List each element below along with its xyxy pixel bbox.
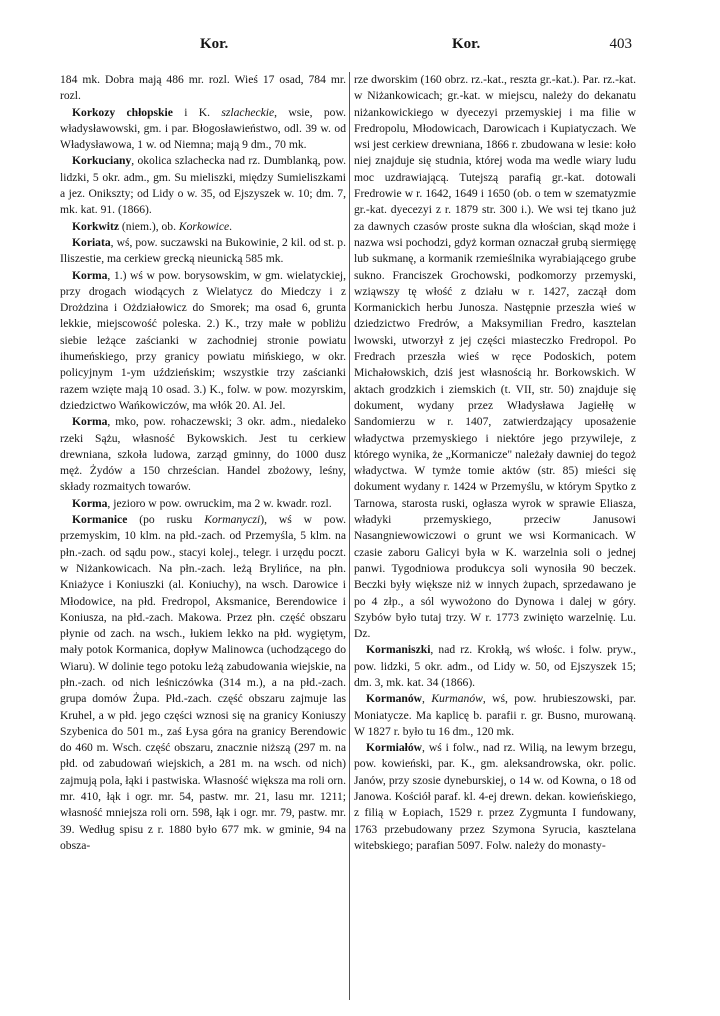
entry-body: . xyxy=(229,219,233,233)
dictionary-entry xyxy=(60,512,346,854)
right-continuation-text: rze dworskim (160 obrz. rz.-kat., reszta gr.-kat.). Par. rz.-kat. w Niżankowicach; gr.-kat. w miejscu, należy do dekanatu niżankowickiego w dyecezyi przemyskiej i ma filie w Fredropolu, Młodowicach, Darowicach i Kupiatyczach. We wsi jest cerkiew drewniana, 1866 r. zbudowana w lesie: koło niej znajduje się studnia, której woda ma wedle wiary ludu moc uzdrawiającą. Tutejszą parafią gr.-kat. dotowali Fredrowie w r. 1642, 1649 i 1650 (ob. o tem w szematyzmie gr.-kat. dyecezyi z r. 1879 str. 300 i.). We wsi tej tkano już za dawnych czasów proste sukna dla włościan, skąd może i nazwa wsi pochodzi, gdyż korman oznaczał grubą siermięgę lub sukmanę, a kormanik rzemieślnika wyrabiającego grube sukno. Franciszek Grochowski, podkomorzy przemyski, wziąwszy tę włość z działu w r. 1427, zaczął dom Kormanickich herbu Junosza. Następnie przeszła wieś w dziedzictwo Fredrów, a Maksymilian Fredro, kasztelan lwowski, utworzył z jej części miasteczko Fredropol. Po Fredrach przeszła wieś w ręce Podoskich, potem Michałowskich, dziś jest własnością hr. Borkowskich. W aktach grodzkich i ziemskich (t. VII, str. 50) znajduje się dokument, wydany przez Władysława Jagiełłę w Sandomierzu w r. 1407, zatwierdzający uposażenie władyctwa przemyskiego i niektóre jego przywileje, z którego wynika, że „Kormanicze" należały dawniej do tegoż władyctwa. W tymże tomie aktów (str. 85) mieści się dokument wydany r. 1424 w Przemyślu, w którym Spytko z Tarnowa, starosta ruski, ogłasza wyrok w sprawie Eliasza, władyki przemyskiego, przeciw Janusowi Nasangniewowiczowi o grunt we wsi Kormanicach. W czasie zaboru Galicyi była w K. warzelnia soli o jednej panwi. Tygodniowa produkcya soli wynosiła 90 beczek. Beczki były większe niż w innych żupach, sprzedawano je po 4 złp., a sól wywożono do Dynowa i dalej w góry. Szybów było tutaj trzy. W r. 1773 zwinięto warzelnię. Lu. Dz. xyxy=(354,73,636,641)
entry-headword: Korkwitz xyxy=(72,219,120,233)
header-left-guide-word: Kor. xyxy=(200,36,229,52)
entry-headword: Kormanów xyxy=(366,692,423,706)
page-header xyxy=(60,36,632,60)
entry-italic-term: Korkowice xyxy=(178,219,230,233)
entry-body: ), wś w pow. przemyskim, 10 klm. na płd.-zach. od Przemyśla, 5 klm. na płn.-zach. od sądu pow., stacyi kolej., telegr. i urzędu poczt. w Niżankowicach. Na płn.-zach. leżą Brylińce, na płn. Kniażyce i Koniuszki (al. Koniuchy), na wsch. Darowice i Młodowice, na płd. Fredropol, Aksmanice, Berendowice i Koniusza, na płd.-zach. Makowa. Przez płn. część obszaru płynie od zach. na wsch., łukiem lekko na płd. wygiętym, mały potok Kormanica, dopływ Malinowca (uchodzącego do Wiaru). W dolinie tego potoku leżą zabudowania wiejskie, na płn.-zach. od nich leśniczówka (314 m.), a na płd.-zach. grupa domów Żupa. Płd.-zach. część obszaru zajmuje las Kruhel, a w płd. jego części wznosi się na granicy Koniuszy Szybenica do 501 m., zaś Łysa góra na granicy Berendowic do 460 m. Wsch. część obszaru, znacznie niższą (297 m. na płd. od zabudowań wiejskich, a 281 m. na wsch. od nich) zajmują pola, łąki i pastwiska. Własność większa ma roli orn. mr. 410, łąk i ogr. mr. 54, pastw. mr. 21, lasu mr. 1211; własność mniejsza roli orn. 598, łąk i ogr. mr. 79, pastw. mr. 39. Według spisu z r. 1880 było 677 mk. w gminie, 94 na obsza- xyxy=(60,513,346,852)
dictionary-entry xyxy=(60,496,346,512)
entry-italic-term: szlacheckie xyxy=(221,105,275,119)
entry-qualifier: , xyxy=(422,692,432,706)
entry-headword: Koriata xyxy=(72,235,111,249)
page-number: 403 xyxy=(609,36,632,52)
header-right-guide-word: Kor. xyxy=(452,36,481,52)
right-entries xyxy=(354,642,636,854)
left-column xyxy=(60,72,346,1000)
entry-headword: Korkozy chłopskie xyxy=(72,105,173,119)
entry-italic-term: Kurmanów xyxy=(431,692,483,706)
dictionary-entry xyxy=(354,740,636,854)
entry-body: , wsie, pow. władysławowski, gm. i par. Błogosławieństwo, odl. 39 w. od Władysławowa, 1 w. od Niemna; mają 9 dm., 70 mk. xyxy=(60,105,346,152)
entry-headword: Kormiałów xyxy=(366,741,423,755)
entry-body: , okolica szlachecka nad rz. Dumblanką, pow. lidzki, 5 okr. adm., gm. Su mieliszki, między Sumieliszkami a jez. Onikszty; od Lidy o w. 35, od Ejszyszek w. 10; dm. 7, mk. kat. 91. (1866). xyxy=(60,154,346,217)
entry-qualifier: (po rusku xyxy=(127,513,205,527)
column-divider xyxy=(349,72,350,1000)
left-continuation-text: 184 mk. Dobra mają 486 mr. rozl. Wieś 17 osad, 784 mr. rozl. xyxy=(60,73,346,103)
entry-body: , 1.) wś w pow. borysowskim, w gm. wielatyckiej, przy drogach wiodących z Wielatycz do Miedczy i z Drożdzina i Ożdziałowicz do Smorek; ma osad 6, grunta lekkie, miejscowość poleska. 2.) K., trzy małe w pobliżu siebie leżące zaścianki w zachodniej stronie powiatu ihumeńskiego, przy granicy powiatu mińskiego, w okr. policyjnym 1-ym uździeńskim; wszystkie trzy zaścianki razem wzięte mają 10 osad. 3.) K., folw. w pow. mozyrskim, dziedzictwo Wańkowiczów, ma włók 20. Al. Jel. xyxy=(60,268,346,412)
entry-headword: Korma xyxy=(72,415,108,429)
entry-body: , wś, pow. hrubieszowski, par. Moniatycze. Ma kaplicę b. parafii r. gr. Busno, murowaną. W 1827 r. było tu 16 dm., 120 mk. xyxy=(354,692,636,738)
dictionary-entry xyxy=(60,153,346,218)
entry-headword: Korkuciany xyxy=(72,154,132,168)
entry-qualifier: (niem.), ob. xyxy=(119,219,179,233)
left-entries xyxy=(60,105,346,855)
entry-body: , mko, pow. rohaczewski; 3 okr. adm., niedaleko rzeki Sążu, własność Bykowskich. Jest tu cerkiew drewniana, szkoła ludowa, zarząd gminny, do 1000 dusz męż. Żydów a 150 chrześcian. Handel zbożowy, leśny, składy rozmaitych towarów. xyxy=(60,415,346,494)
entry-body: , jezioro w pow. owruckim, ma 2 w. kwadr. rozl. xyxy=(107,496,332,510)
right-column xyxy=(354,72,636,1000)
entry-body: , wś, pow. suczawski na Bukowinie, 2 kil. od st. p. Iliszestie, ma cerkiew grecką nieunicką 585 mk. xyxy=(60,235,346,266)
dictionary-entry xyxy=(354,642,636,691)
entry-headword: Korma xyxy=(72,496,108,510)
dictionary-entry xyxy=(60,219,346,235)
dictionary-entry xyxy=(60,105,346,154)
dictionary-entry xyxy=(60,268,346,415)
dictionary-entry xyxy=(60,414,346,495)
entry-qualifier: i K. xyxy=(172,105,222,119)
entry-headword: Kormanice xyxy=(72,513,128,527)
dictionary-entry xyxy=(354,691,636,740)
entry-body: , wś i folw., nad rz. Wilią, na lewym brzegu, pow. kowieński, par. K., gm. aleksandrowska, okr. polic. Janów, przy szosie dyneburskiej, o 14 w. od Kowna, o 18 od Janowa. Kościół paraf. kl. 4-ej drewn. dekan. kowieńskiego, z filią w Łopiach, 1529 r. przez Zygmunta I fundowany, 1763 przebudowany przez Szymona Syrucia, kasztelana witebskiego; parafian 5097. Folw. należy do monasty- xyxy=(354,741,636,852)
entry-headword: Kormaniszki xyxy=(366,643,431,657)
entry-body: , nad rz. Krokłą, wś włośc. i folw. pryw., pow. lidzki, 5 okr. adm., od Lidy w. 50, od Ejszyszek 15; dm. 3, mk. kat. 34 (1866). xyxy=(354,643,636,689)
dictionary-entry xyxy=(60,235,346,268)
entry-headword: Korma xyxy=(72,268,108,282)
entry-italic-term: Kormanyczi xyxy=(204,513,261,527)
